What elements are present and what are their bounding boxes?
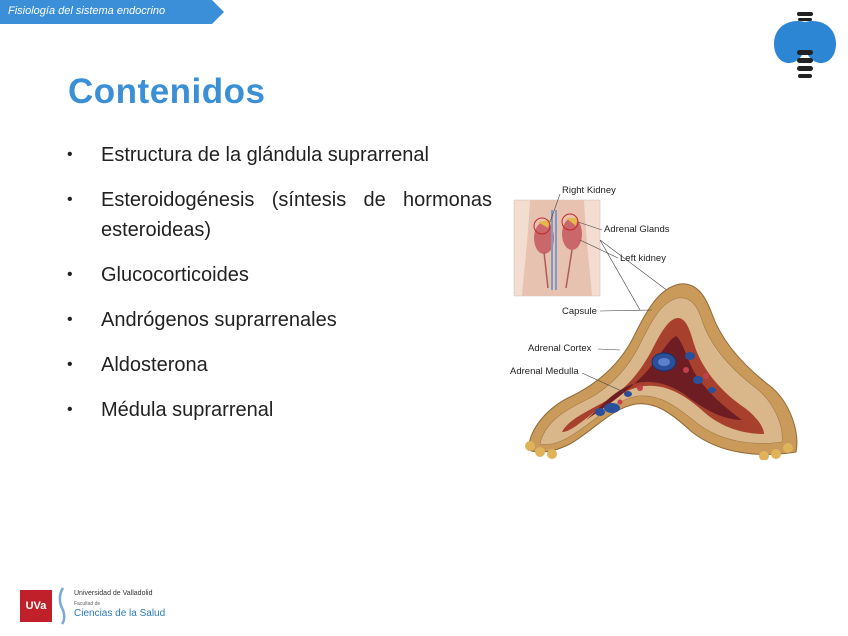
list-item	[64, 260, 492, 290]
header-subtitle: Fisiología del sistema endocrino	[8, 5, 166, 17]
label-adrenal-cortex: Adrenal Cortex	[528, 343, 592, 354]
list-item	[64, 350, 492, 380]
bullet-icon: •	[67, 401, 73, 418]
content-list	[64, 140, 492, 440]
list-item-text: Esteroidogénesis (síntesis de hormonas esteroideas)	[101, 189, 492, 241]
uva-logo-box: UVa	[20, 590, 52, 622]
bullet-icon: •	[67, 266, 73, 283]
list-item	[64, 140, 492, 170]
list-item	[64, 185, 492, 245]
label-left-kidney: Left kidney	[620, 253, 666, 264]
label-right-kidney: Right Kidney	[562, 185, 616, 196]
faculty-name: Ciencias de la Salud	[74, 608, 166, 619]
university-name: Universidad de Valladolid	[74, 590, 153, 597]
bullet-icon: •	[67, 356, 73, 373]
list-item-text: Andrógenos suprarrenales	[101, 309, 337, 331]
bullet-icon: •	[67, 146, 73, 163]
bullet-icon: •	[67, 191, 73, 208]
torso-inset	[514, 200, 600, 296]
uva-emblem-icon	[56, 586, 70, 626]
list-item-text: Aldosterona	[101, 354, 208, 376]
list-item-text: Estructura de la glándula suprarrenal	[101, 144, 429, 166]
list-item	[64, 395, 492, 425]
uva-logo	[20, 586, 170, 626]
label-capsule: Capsule	[562, 306, 597, 317]
list-item-text: Médula suprarrenal	[101, 399, 274, 421]
list-item	[64, 305, 492, 335]
list-item-text: Glucocorticoides	[101, 264, 249, 286]
faculty-prefix: Facultad de	[74, 601, 101, 607]
label-adrenal-glands: Adrenal Glands	[604, 224, 670, 235]
thyroid-icon	[770, 8, 840, 88]
page-title: Contenidos	[68, 72, 266, 111]
bullet-icon: •	[67, 311, 73, 328]
label-adrenal-medulla: Adrenal Medulla	[510, 366, 579, 377]
adrenal-gland-illustration	[500, 180, 800, 460]
